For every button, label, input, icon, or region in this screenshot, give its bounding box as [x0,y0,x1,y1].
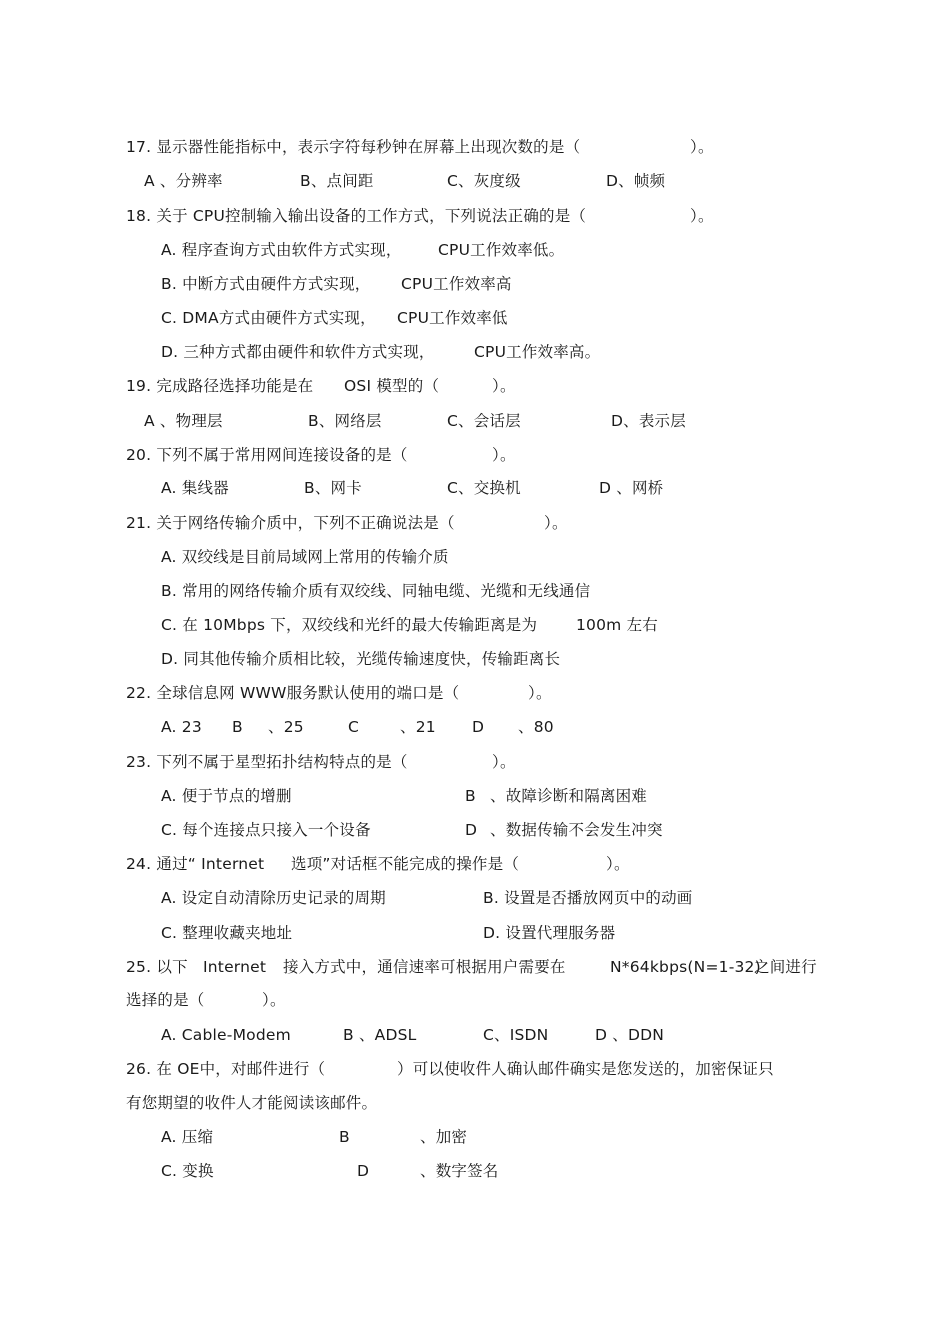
q25-option-b: B 、ADSL [343,1026,417,1044]
q21-option-c-tail: 100m 左右 [576,616,659,634]
q19-option-b: B、网络层 [308,412,382,430]
q26-option-c: C. 变换 [161,1162,214,1180]
q24-option-b: B. 设置是否播放网页中的动画 [483,889,693,907]
q17-option-b: B、点间距 [300,172,374,190]
q23-option-a: A. 便于节点的增删 [161,787,292,805]
q24-option-d: D. 设置代理服务器 [483,924,616,942]
q21-option-d: D. 同其他传输介质相比较，光缆传输速度快，传输距离长 [161,650,561,668]
q24-option-c: C. 整理收藏夹地址 [161,924,293,942]
question-17-close: ）。 [690,138,714,156]
question-26-stem: 26. 在 OE中，对邮件进行（ [126,1060,326,1078]
q20-option-c: C、交换机 [447,479,521,497]
question-22-stem: 22. 全球信息网 WWW服务默认使用的端口是（ [126,684,460,702]
q22-option-c-letter: C [348,718,360,736]
question-24-stem-tail: 选项”对话框不能完成的操作是（ [291,855,520,873]
q23-option-c: C. 每个连接点只接入一个设备 [161,821,371,839]
q26-option-b: 、加密 [420,1128,468,1146]
question-19-stem-osi: OSI 模型的（ [344,377,440,395]
q18-option-a-tail: CPU工作效率低。 [438,241,565,259]
question-17-stem: 17. 显示器性能指标中，表示字符每秒钟在屏幕上出现次数的是（ [126,138,581,156]
q21-option-c: C. 在 10Mbps 下，双绞线和光纤的最大传输距离是为 [161,616,538,634]
q18-option-b-tail: CPU工作效率高 [401,275,512,293]
question-25-stem-end: 之间进行 [754,958,817,976]
question-22-close: ）。 [528,684,552,702]
q19-option-d: D、表示层 [611,412,686,430]
question-19-close: ）。 [492,377,516,395]
q18-option-c-tail: CPU工作效率低 [397,309,508,327]
question-25-internet: Internet [203,958,267,976]
question-24-stem: 24. 通过“ Internet [126,855,265,873]
q26-option-a: A. 压缩 [161,1128,214,1146]
question-25-stem: 25. 以下 [126,958,188,976]
question-18-stem: 18. 关于 CPU控制输入输出设备的工作方式，下列说法正确的是（ [126,207,587,225]
question-25-rate: N*64kbps(N=1-32) [610,958,761,976]
q18-option-a: A. 程序查询方式由软件方式实现， [161,241,402,259]
q25-option-d: D 、DDN [595,1026,665,1044]
q23-option-d-letter: D [465,821,478,839]
question-25-stem-mid: 接入方式中，通信速率可根据用户需要在 [283,958,566,976]
q26-option-b-letter: B [339,1128,350,1146]
q26-option-d: 、数字签名 [420,1162,499,1180]
q20-option-a: A. 集线器 [161,479,229,497]
question-24-close: ）。 [606,855,630,873]
q17-option-d: D、帧频 [606,172,666,190]
q18-option-c: C. DMA方式由硬件方式实现， [161,309,376,327]
q20-option-b: B、网卡 [304,479,362,497]
q17-option-a: A 、分辨率 [144,172,223,190]
q25-option-c: C、ISDN [483,1026,549,1044]
question-21-close: ）。 [544,514,568,532]
q22-option-b-letter: B [232,718,243,736]
q26-option-d-letter: D [357,1162,370,1180]
q25-option-a: A. Cable-Modem [161,1026,291,1044]
q18-option-d: D. 三种方式都由硬件和软件方式实现， [161,343,435,361]
question-18-close: ）。 [690,207,714,225]
question-26-stem-line2: 有您期望的收件人才能阅读该邮件。 [126,1094,378,1112]
q18-option-d-tail: CPU工作效率高。 [474,343,601,361]
q19-option-a: A 、物理层 [144,412,223,430]
q21-option-b: B. 常用的网络传输介质有双绞线、同轴电缆、光缆和无线通信 [161,582,591,600]
q18-option-b: B. 中断方式由硬件方式实现， [161,275,371,293]
question-25-close: ）。 [262,991,286,1009]
q23-option-b-letter: B [465,787,476,805]
question-20-stem: 20. 下列不属于常用网间连接设备的是（ [126,446,408,464]
question-23-stem: 23. 下列不属于星型拓扑结构特点的是（ [126,753,408,771]
q21-option-a: A. 双绞线是目前局域网上常用的传输介质 [161,548,449,566]
question-23-close: ）。 [492,753,516,771]
question-26-stem-tail: ）可以使收件人确认邮件确实是您发送的，加密保证只 [397,1060,774,1078]
q22-option-b: 、25 [268,718,304,736]
q23-option-b: 、故障诊断和隔离困难 [490,787,648,805]
question-19-stem: 19. 完成路径选择功能是在 [126,377,314,395]
question-20-close: ）。 [492,446,516,464]
q23-option-d: 、数据传输不会发生冲突 [490,821,663,839]
q22-option-a: A. 23 [161,718,202,736]
q22-option-c: 、21 [400,718,436,736]
q22-option-d-letter: D [472,718,485,736]
q24-option-a: A. 设定自动清除历史记录的周期 [161,889,386,907]
q17-option-c: C、灰度级 [447,172,521,190]
q20-option-d: D 、网桥 [599,479,664,497]
question-25-stem-line2: 选择的是（ [126,991,205,1009]
question-21-stem: 21. 关于网络传输介质中，下列不正确说法是（ [126,514,455,532]
q19-option-c: C、会话层 [447,412,521,430]
q22-option-d: 、80 [518,718,554,736]
